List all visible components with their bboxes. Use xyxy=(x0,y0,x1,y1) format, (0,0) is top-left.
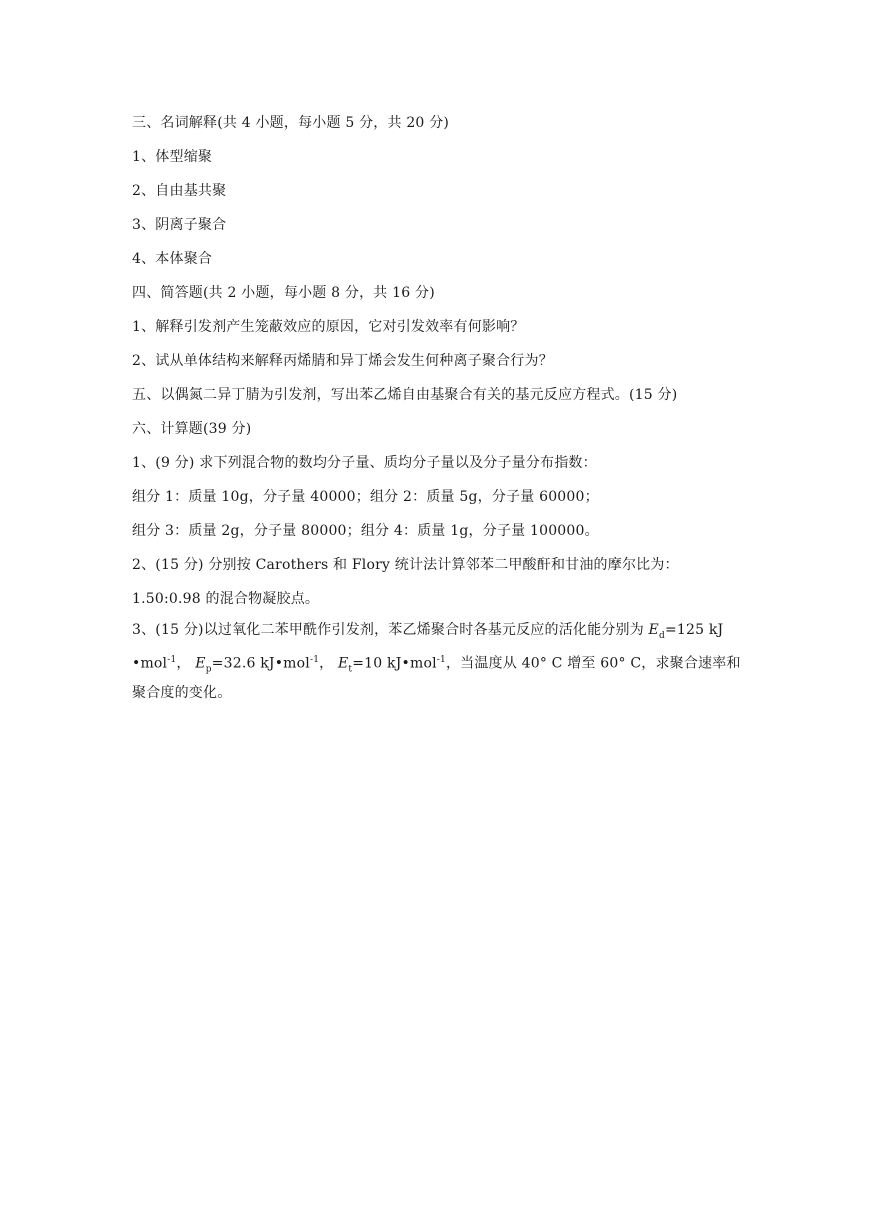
calc-question-2-line-2: 1.50:0.98 的混合物凝胶点。 xyxy=(132,591,320,607)
calc-question-1-components-a: 组分 1：质量 10g，分子量 40000；组分 2：质量 5g，分子量 60000； xyxy=(132,489,599,505)
short-answer-1: 1、解释引发剂产生笼蔽效应的原因，它对引发效率有何影响？ xyxy=(132,319,525,335)
section-4-title: 四、简答题(共 2 小题，每小题 8 分，共 16 分) xyxy=(132,285,435,301)
section-3-title: 三、名词解释(共 4 小题，每小题 5 分，共 20 分) xyxy=(132,115,450,131)
short-answer-2: 2、试从单体结构来解释丙烯腈和异丁烯会发生何种离子聚合行为？ xyxy=(132,353,553,369)
q3-intro: 3、(15 分)以过氧化二苯甲酰作引发剂，苯乙烯聚合时各基元反应的活化能分别为 xyxy=(132,622,649,638)
term-item-1: 1、体型缩聚 xyxy=(132,149,213,165)
term-item-3: 3、阴离子聚合 xyxy=(132,217,227,233)
q3-ed-subscript: d xyxy=(658,630,665,641)
q3-et-value: =10 kJ•mol xyxy=(352,655,437,672)
term-item-4: 4、本体聚合 xyxy=(132,251,213,267)
q3-et-superscript: -1 xyxy=(436,654,446,665)
q3-et-subscript: t xyxy=(348,664,353,675)
q3-ep-superscript: -1 xyxy=(309,654,320,665)
calc-question-1-components-b: 组分 3：质量 2g，分子量 80000；组分 4：质量 1g，分子量 100000。 xyxy=(132,523,599,539)
q3-ep-symbol: E xyxy=(195,655,206,672)
calc-question-1: 1、(9 分) 求下列混合物的数均分子量、质均分子量以及分子量分布指数： xyxy=(132,455,597,471)
calc-question-3 xyxy=(132,618,742,705)
q3-ed-value: =125 kJ xyxy=(664,622,724,638)
q3-separator-2: ， xyxy=(319,655,338,672)
q3-ep-value: =32.6 kJ•mol xyxy=(211,655,310,672)
section-5-title: 五、以偶氮二异丁腈为引发剂，写出苯乙烯自由基聚合有关的基元反应方程式。(15 分) xyxy=(132,387,678,403)
q3-ep-subscript: p xyxy=(205,664,212,675)
q3-conclusion: ，当温度从 40° C 增至 60° C，求聚合速率和聚合度的变化。 xyxy=(132,655,741,702)
q3-ed-unit: •mol xyxy=(132,655,168,672)
q3-separator-1: ， xyxy=(176,655,196,672)
calc-question-2-line-1: 2、(15 分) 分别按 Carothers 和 Flory 统计法计算邻苯二甲酸酐和甘油的摩尔比为： xyxy=(132,557,679,573)
term-item-2: 2、自由基共聚 xyxy=(132,183,227,199)
q3-et-symbol: E xyxy=(338,655,349,672)
section-6-title: 六、计算题(39 分) xyxy=(132,421,252,437)
q3-ed-superscript: -1 xyxy=(167,654,177,665)
q3-ed-symbol: E xyxy=(648,622,659,638)
